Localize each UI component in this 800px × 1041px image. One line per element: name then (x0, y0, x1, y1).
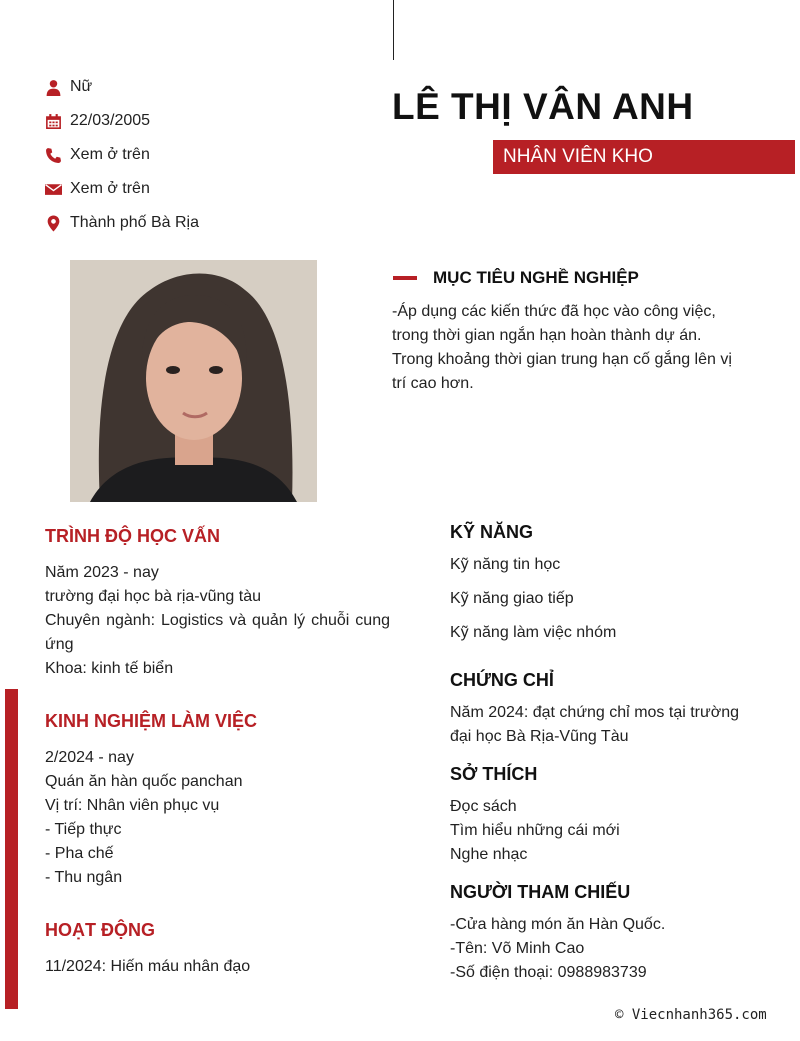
phone-value: Xem ở trên (70, 146, 150, 163)
experience-task: - Pha chế (45, 845, 114, 862)
education-school: trường đại học bà rịa-vũng tàu (45, 588, 261, 605)
contact-birthday (45, 104, 375, 138)
experience-task: - Tiếp thực (45, 821, 122, 838)
references-title: NGƯỜI THAM CHIẾU (450, 882, 631, 902)
calendar-icon (45, 113, 62, 130)
references-section (450, 882, 739, 985)
reference-item: -Cửa hàng món ăn Hàn Quốc. (450, 916, 666, 933)
phone-icon (45, 147, 62, 164)
experience-task: - Thu ngân (45, 869, 123, 886)
education-major: Chuyên ngành: Logistics và quản lý chuỗi cung ứng (45, 612, 390, 653)
hobby-item: Đọc sách (450, 798, 517, 815)
footer-watermark: © Viecnhanh365.com (615, 1007, 767, 1023)
birthday-value: 22/03/2005 (70, 112, 151, 129)
left-accent-bar (5, 689, 18, 1009)
hobbies-title: SỞ THÍCH (450, 764, 538, 784)
experience-title: KINH NGHIỆM LÀM VIỆC (45, 711, 258, 731)
skills-title: KỸ NĂNG (450, 522, 534, 542)
hobby-item: Tìm hiểu những cái mới (450, 822, 620, 839)
location-pin-icon (45, 215, 62, 232)
experience-position: Vị trí: Nhân viên phục vụ (45, 797, 220, 814)
objective-title: MỤC TIÊU NGHỀ NGHIỆP (433, 268, 639, 287)
education-period: Năm 2023 - nay (45, 564, 159, 581)
contact-gender (45, 70, 375, 104)
heading-accent-bar (393, 276, 417, 280)
experience-section (45, 709, 390, 890)
address-value: Thành phố Bà Rịa (70, 214, 199, 231)
experience-period: 2/2024 - nay (45, 749, 134, 766)
reference-item: -Tên: Võ Minh Cao (450, 940, 585, 957)
person-icon (45, 79, 62, 96)
skill-item: Kỹ năng tin học (450, 556, 561, 573)
objective-heading (393, 268, 639, 288)
hobbies-section (450, 764, 739, 867)
email-value: Xem ở trên (70, 180, 150, 197)
activities-item: 11/2024: Hiến máu nhân đạo (45, 958, 251, 975)
skills-section (450, 522, 739, 645)
education-faculty: Khoa: kinh tế biển (45, 660, 174, 677)
certificates-section (450, 670, 739, 749)
candidate-name: LÊ THỊ VÂN ANH (392, 86, 694, 127)
experience-company: Quán ăn hàn quốc panchan (45, 773, 243, 790)
activities-title: HOẠT ĐỘNG (45, 920, 155, 940)
reference-item: -Số điện thoại: 0988983739 (450, 964, 647, 981)
contact-info (45, 70, 375, 240)
envelope-icon (45, 181, 62, 198)
contact-email (45, 172, 375, 206)
contact-address (45, 206, 375, 240)
profile-photo (70, 260, 317, 502)
job-title-badge: NHÂN VIÊN KHO (493, 140, 795, 174)
education-title: TRÌNH ĐỘ HỌC VẤN (45, 526, 220, 546)
certificates-title: CHỨNG CHỈ (450, 670, 554, 690)
skill-item: Kỹ năng giao tiếp (450, 590, 574, 607)
contact-phone (45, 138, 375, 172)
hobby-item: Nghe nhạc (450, 846, 528, 863)
gender-value: Nữ (70, 78, 93, 95)
skill-item: Kỹ năng làm việc nhóm (450, 624, 617, 641)
objective-text: -Áp dụng các kiến thức đã học vào công việc, trong thời gian ngắn hạn hoàn thành dự án. Trong khoảng thời gian trung hạn cố gắng lên vị trí cao hơn. (392, 303, 732, 392)
education-section (45, 524, 390, 681)
activities-section (45, 918, 390, 979)
certificate-text: Năm 2024: đạt chứng chỉ mos tại trường đại học Bà Rịa-Vũng Tàu (450, 704, 739, 745)
header-divider (393, 0, 394, 60)
